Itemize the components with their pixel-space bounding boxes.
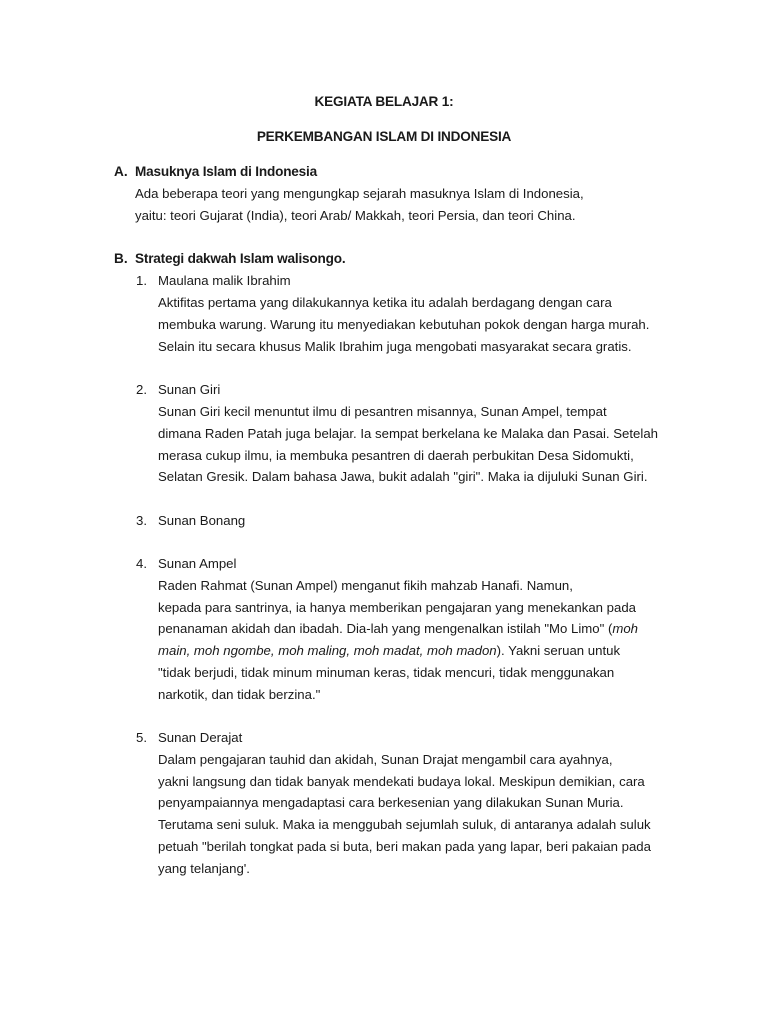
section-a-letter: A. (114, 164, 128, 179)
list-item-text-line: merasa cukup ilmu, ia membuka pesantren di daerah perbukitan Desa Sidomukti, (158, 448, 634, 463)
italic-text-segment: moh (612, 621, 639, 636)
list-item-text-line (158, 643, 620, 658)
list-item-text-line: Dalam pengajaran tauhid dan akidah, Sunan Drajat mengambil cara ayahnya, (158, 752, 613, 767)
list-item-title: Sunan Ampel (158, 556, 237, 571)
list-item-number: 3. (136, 513, 147, 528)
list-item-text-line: narkotik, dan tidak berzina." (158, 687, 321, 702)
list-item-number: 2. (136, 382, 147, 397)
list-item-text-line: yang telanjang'. (158, 861, 250, 876)
list-item-text-line: penyampaiannya mengadaptasi cara berkesenian yang dilakukan Sunan Muria. (158, 795, 624, 810)
list-item-text-line: petuah "berilah tongkat pada si buta, beri makan pada yang lapar, beri pakaian pada (158, 839, 651, 854)
list-item-text-line: kepada para santrinya, ia hanya memberikan pengajaran yang menekankan pada (158, 600, 637, 615)
page-title: KEGIATA BELAJAR 1: (314, 94, 454, 109)
section-b-heading: Strategi dakwah Islam walisongo. (135, 251, 346, 266)
page-subtitle: PERKEMBANGAN ISLAM DI INDONESIA (256, 129, 512, 144)
text-segment: penanaman akidah dan ibadah. Dia-lah yang mengenalkan istilah "Mo Limo" ( (158, 621, 613, 636)
list-item-title: Maulana malik Ibrahim (158, 273, 291, 288)
text-segment: ). Yakni seruan untuk (496, 643, 621, 658)
list-item-text-line: Selain itu secara khusus Malik Ibrahim juga mengobati masyarakat secara gratis. (158, 339, 632, 354)
list-item-text-line: Raden Rahmat (Sunan Ampel) menganut fikih mahzab Hanafi. Namun, (158, 578, 573, 593)
italic-text-segment: main, moh ngombe, moh maling, moh madat, moh madon (158, 643, 497, 658)
list-item-number: 1. (136, 273, 147, 288)
list-item-text-line: membuka warung. Warung itu menyediakan kebutuhan pokok dengan harga murah. (158, 317, 650, 332)
list-item-text-line: Sunan Giri kecil menuntut ilmu di pesantren misannya, Sunan Ampel, tempat (158, 404, 607, 419)
list-item-text-line: "tidak berjudi, tidak minum minuman keras, tidak mencuri, tidak menggunakan (158, 665, 615, 680)
list-item-title: Sunan Giri (158, 382, 221, 397)
section-a-text-line: yaitu: teori Gujarat (India), teori Arab/ Makkah, teori Persia, dan teori China. (135, 208, 576, 223)
list-item-number: 5. (136, 730, 147, 745)
list-item-text-line: Terutama seni suluk. Maka ia menggubah sejumlah suluk, di antaranya adalah suluk (158, 817, 651, 832)
section-a-heading: Masuknya Islam di Indonesia (135, 164, 317, 179)
list-item-title: Sunan Derajat (158, 730, 243, 745)
list-item-text-line: Selatan Gresik. Dalam bahasa Jawa, bukit adalah "giri". Maka ia dijuluki Sunan Giri. (158, 469, 648, 484)
list-item-number: 4. (136, 556, 147, 571)
list-item-text-line: Aktifitas pertama yang dilakukannya ketika itu adalah berdagang dengan cara (158, 295, 612, 310)
list-item-text-line (158, 621, 638, 636)
list-item-text-line: yakni langsung dan tidak banyak mendekati budaya lokal. Meskipun demikian, cara (158, 774, 645, 789)
section-a-text-line: Ada beberapa teori yang mengungkap sejarah masuknya Islam di Indonesia, (135, 186, 584, 201)
list-item-title: Sunan Bonang (158, 513, 246, 528)
list-item-text-line: dimana Raden Patah juga belajar. Ia sempat berkelana ke Malaka dan Pasai. Setelah (158, 426, 658, 441)
section-b-letter: B. (114, 251, 128, 266)
